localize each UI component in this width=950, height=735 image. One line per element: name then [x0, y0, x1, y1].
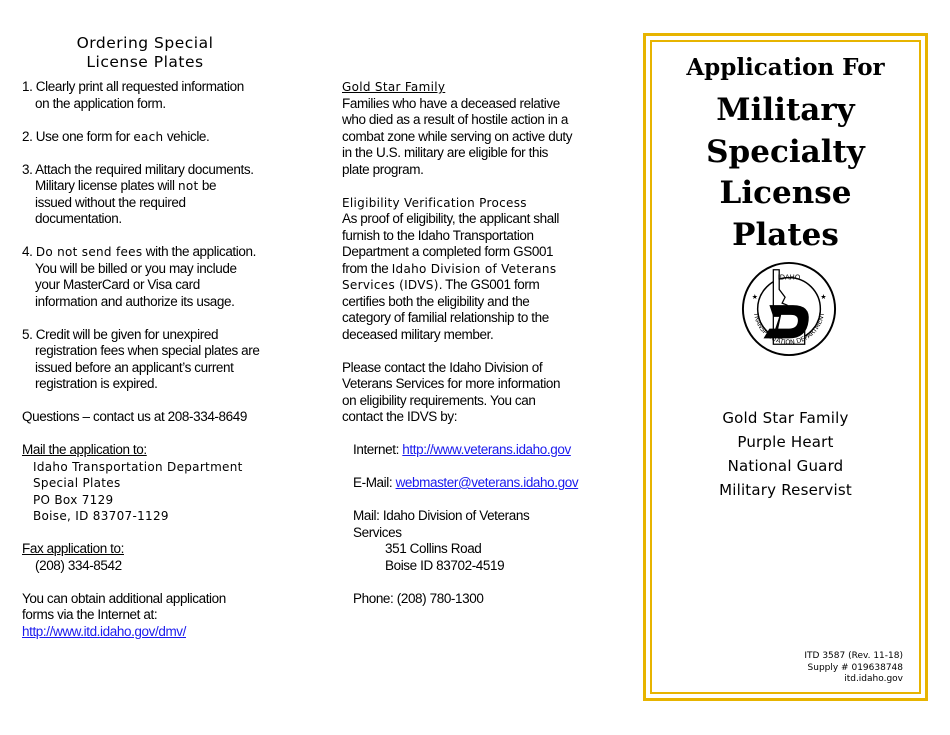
phone-contact: Phone: (208) 780-1300 [353, 590, 484, 606]
step-5: 5. Credit will be given for unexpired [22, 326, 219, 342]
dmv-forms-link[interactable]: http://www.itd.idaho.gov/dmv/ [22, 623, 186, 639]
section-heading-ordering: Ordering Special License Plates [76, 34, 214, 71]
logo-top-text: IDAHO [777, 273, 801, 282]
mail-contact: Mail: Idaho Division of Veterans Services 351 Collins Road Boise ID 83702-4519 [353, 508, 530, 573]
internet-contact: Internet: http://www.veterans.idaho.gov [353, 442, 571, 457]
category-item: National Guard [727, 457, 844, 475]
itd-seal-icon [740, 260, 838, 358]
veterans-email-link[interactable]: webmaster@veterans.idaho.gov [395, 475, 579, 490]
mail-address: Idaho Transportation Department Special Plates PO Box 7129 Boise, ID 83707-1129 [33, 459, 243, 523]
form-footer [804, 651, 903, 686]
eligibility-column: Gold Star Family Families who have a deceased relative who died as a result of hostile action in a combat zone while serving on active duty in the U.S. military are eligible for this plate program. Eligibility Verification Process As proof of eligibility, the applicant shall furnish to the Idaho Transportation Department a completed form GS001 from the Idaho Division of Veterans Services (IDVS). The GS001 form certifies both the eligibility and the category of familial relationship to the deceased military member. Please contact the Idaho Division of Veterans Services for more information on eligibility requirements. You can contact the IDVS by: Internet: http://www.veterans.idaho.gov E-Mail: webmaster@veterans.idaho.gov Mail: Idaho Division of Veterans Services 351 Collins Road Boise ID 83702-4519 Phone: (208) 780-1300 [342, 79, 592, 607]
fax-number: (208) 334-8542 [35, 557, 122, 573]
fax-heading: Fax application to: [22, 541, 124, 556]
cover-title: Military Specialty License Plates [706, 92, 865, 253]
gold-star-heading: Gold Star Family [342, 80, 446, 94]
plate-categories [652, 406, 919, 502]
step-2: 2. Use one form for each vehicle. [22, 128, 210, 144]
instructions-column: 1. Clearly print all requested information on the application form. 2. Use one form for each vehicle. 3. Attach the required military documents. Military license plates will not be issued without the required documentation. 4. Do not send fees with the application. You will be billed or you may include your MasterCard or Visa card information and authorize its usage. 5. Credit will be given for unexpired registration fees when special plates are issued before an applicant’s current registration is expired. Questions – contact us at 208-334-8649 Mail the application to: Idaho Transportation Department Special Plates PO Box 7129 Boise, ID 83707-1129 Fax application to: (208) 334-8542 You can obtain additional application forms via the Internet at: http://www.itd.idaho.gov/dmv/ [22, 79, 282, 640]
category-item: Military Reservist [719, 481, 852, 499]
questions-contact: Questions – contact us at 208-334-8649 [22, 409, 247, 424]
step-4: 4. Do not send fees with the application. [22, 244, 256, 259]
category-item: Purple Heart [737, 433, 834, 451]
cover-title-small: Application For [686, 54, 885, 81]
step-3: 3. Attach the required military documents. [22, 161, 254, 177]
logo-star-left: ★ [751, 293, 758, 302]
veterans-website-link[interactable]: http://www.veterans.idaho.gov [402, 442, 571, 457]
eligibility-heading: Eligibility Verification Process [342, 195, 527, 210]
cover-panel [643, 33, 928, 701]
website-text: itd.idaho.gov [844, 674, 903, 684]
logo-star-right: ★ [820, 293, 827, 302]
email-contact: E-Mail: webmaster@veterans.idaho.gov [353, 475, 579, 490]
category-item: Gold Star Family [722, 409, 849, 427]
step-1: 1. Clearly print all requested information [22, 79, 244, 94]
supply-number: Supply # 019638748 [807, 662, 903, 673]
logo-ring-text: TRANSPORTATION DEPARTMENT [751, 311, 827, 347]
cover-inner-border [650, 40, 921, 694]
form-number: ITD 3587 (Rev. 11-18) [804, 651, 903, 661]
mail-heading: Mail the application to: [22, 442, 147, 457]
